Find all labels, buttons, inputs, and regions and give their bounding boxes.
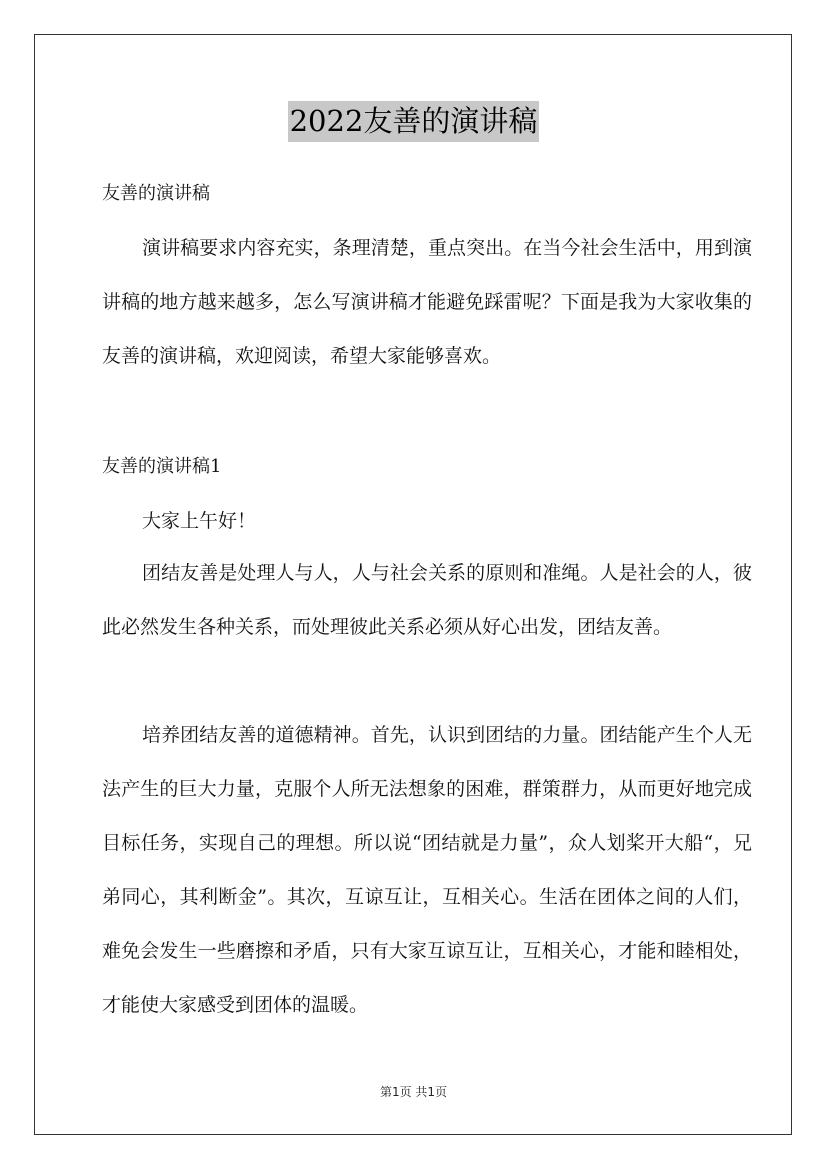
body-paragraph-2: 培养团结友善的道德精神。首先，认识到团结的力量。团结能产生个人无法产生的巨大力量，克服个人所无法想象的困难，群策群力，从而更好地完成目标任务，实现自己的理想。所以说“团结就是力量”，众人划桨开大船“，兄弟同心，其利断金”。其次，互谅互让，互相关心。生活在团体之间的人们，难免会发生一些磨擦和矛盾，只有大家互谅互让，互相关心，才能和睦相处，才能使大家感受到团体的温暖。 [102,724,752,1016]
section-title: 友善的演讲稿1 [102,456,222,477]
greeting-text: 大家上午好！ [142,510,257,532]
intro-paragraph: 演讲稿要求内容充实，条理清楚，重点突出。在当今社会生活中，用到演讲稿的地方越来越多，怎么写演讲稿才能避免踩雷呢？下面是我为大家收集的友善的演讲稿，欢迎阅读，希望大家能够喜欢。 [102,237,752,367]
document-heading: 友善的演讲稿 [102,183,210,204]
document-title-container [0,101,827,142]
document-title: 2022友善的演讲稿 [288,101,540,142]
page-footer: 第1页 共1页 [379,1085,448,1099]
body-paragraph-1: 团结友善是处理人与人，人与社会关系的原则和准绳。人是社会的人，彼此必然发生各种关系，而处理彼此关系必须从好心出发，团结友善。 [102,562,752,638]
